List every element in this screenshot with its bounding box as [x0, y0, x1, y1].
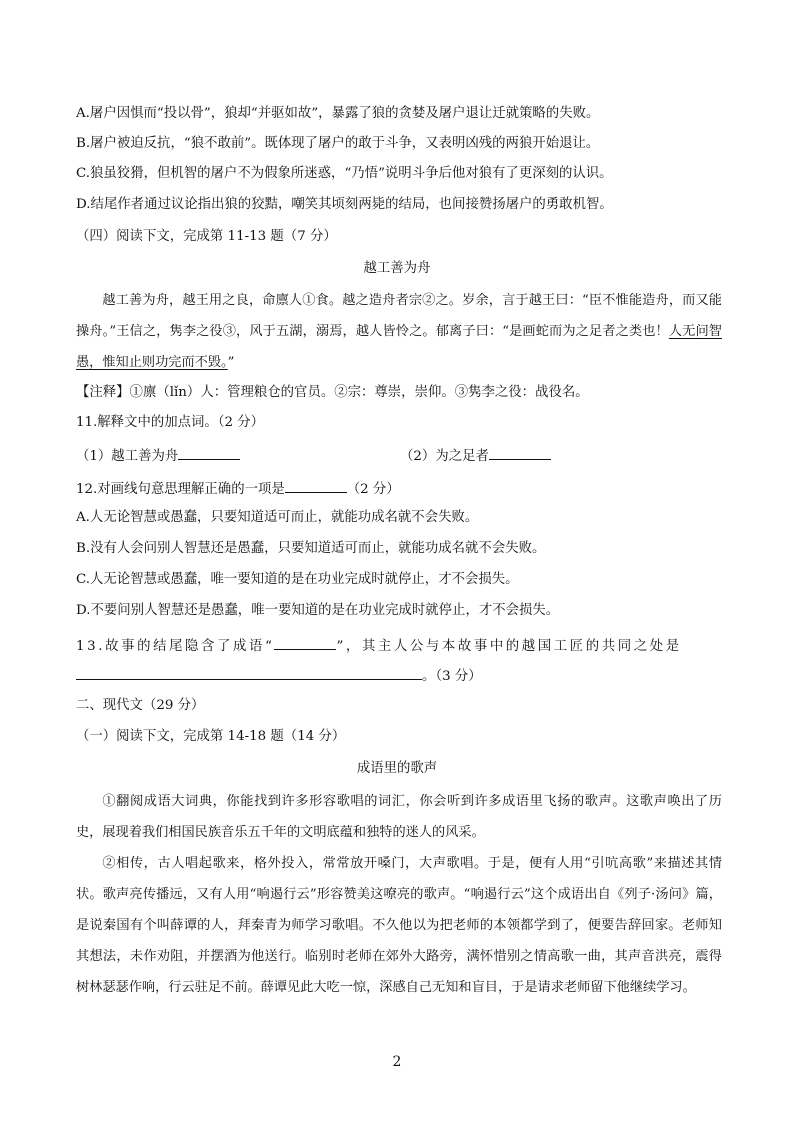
q12-stem-text: 12.对画线句意思理解正确的一项是: [76, 482, 285, 497]
q11-answer-blank-2[interactable]: [489, 445, 551, 460]
modern-text-p1: ①翻阅成语大词典，你能找到许多形容歌唱的词汇，你会听到许多成语里飞扬的歌声。这歌声唤出了历史，展现着我们相国民族音乐五千年的文明底蕴和独特的迷人的风采。: [76, 794, 722, 840]
q13-score: 。（3 分）: [422, 669, 482, 684]
classical-text-end: ”: [227, 355, 235, 370]
q10-option-d: D.结尾作者通过议论指出狼的狡黠，嘲笑其顷刻两毙的结局，也间接赞扬屠户的勇敢机智。: [76, 197, 613, 212]
q11-item-2: [400, 445, 551, 466]
modern-text-paragraph-1: [76, 786, 722, 848]
q13-answer-line: [76, 665, 482, 686]
q13-idiom-blank[interactable]: [274, 635, 336, 650]
q10-option-c: C.狼虽狡猾，但机智的屠户不为假象所迷惑，“乃悟”说明斗争后他对狼有了更深刻的认识。: [76, 166, 613, 181]
modern-text-title: 成语里的歌声: [356, 761, 438, 776]
q12-option-d: D.不要问别人智慧还是愚蠢，唯一要知道的是在功业完成时就停止，才不会损失。: [76, 603, 560, 618]
classical-text: [76, 285, 722, 378]
q10-option-b: B.屠户被迫反抗，“狼不敢前”。既体现了屠户的敢于斗争，又表明凶残的两狼开始退让。: [76, 136, 600, 151]
classical-text-main: 越工善为舟，越王用之良，命廪人①食。越之造舟者宗②之。岁余，言于越王曰：“臣不惟能造舟，而又能操舟。”王信之，隽李之役③，风于五湖，溺焉，越人皆怜之。郁离子曰：“是画蛇而为之足者之类也！: [76, 293, 722, 339]
modern-text-paragraph-2: [76, 848, 722, 1003]
q11-item-1-label: （1）越工善为舟: [76, 449, 179, 464]
q11-answer-blank-1[interactable]: [178, 445, 240, 460]
q11-stem: 11.解释文中的加点词。（2 分）: [76, 415, 265, 430]
classical-text-underlined: 人无问智愚，惟知止则功完而不毁。: [76, 324, 722, 370]
q12-option-b: B.没有人会问别人智慧还是愚蠢，只要知道适可而止，就能功成名就不会失败。: [76, 541, 546, 556]
q11-item-2-label: （2）为之足者: [400, 449, 489, 464]
q12-score: （2 分）: [346, 482, 400, 497]
section2-sub-heading: （一）阅读下文，完成第 14-18 题（14 分）: [76, 729, 346, 744]
annotation-note: 【注释】①廪（lǐn）人：管理粮仓的官员。②宗：尊崇，崇仰。③隽李之役：战役名。: [76, 385, 589, 400]
section2-heading: 二、现代文（29 分）: [76, 698, 205, 713]
q13-answer-blank[interactable]: [76, 665, 422, 680]
q12-stem: [76, 478, 400, 499]
q12-answer-blank[interactable]: [285, 478, 347, 493]
q10-option-a: A.屠户因惧而“投以骨”，狼却“并驱如故”，暴露了狼的贪婪及屠户退让迁就策略的失败。: [76, 106, 600, 121]
classical-text-title: 越工善为舟: [363, 261, 431, 276]
q12-option-a: A.人无论智慧或愚蠢，只要知道适可而止，就能功成名就不会失败。: [76, 510, 479, 525]
q13-stem-middle: ”，其主人公与本故事中的越国工匠的共同之处是: [336, 639, 682, 654]
page-number: 2: [392, 1054, 402, 1070]
q12-option-c: C.人无论智慧或愚蠢，唯一要知道的是在功业完成时就停止，才不会损失。: [76, 572, 519, 587]
q13-stem-before: 13.故事的结尾隐含了成语“: [76, 639, 275, 654]
modern-text-p2: ②相传，古人唱起歌来，格外投入，常常放开嗓门，大声歌唱。于是，便有人用“引吭高歌”来描述其情状。歌声亮传播远，又有人用“响遏行云”形容赞美这嘹亮的歌声。“响遏行云”这个成语出自《列子·汤问》篇，是说秦国有个叫薛谭的人，拜秦青为师学习歌唱。不久他以为把老师的本领都学到了，便要告辞回家。老师知其想法，未作劝阻，并摆酒为他送行。临别时老师在郊外大路旁，满怀惜别之情高歌一曲，其声音洪亮，震得树林瑟瑟作响，行云驻足不前。薛谭见此大吃一惊，深感自己无知和盲目，于是请求老师留下他继续学习。: [76, 856, 722, 995]
q13-stem: [76, 635, 682, 656]
q11-item-1: [76, 445, 240, 466]
section4-heading: （四）阅读下文，完成第 11-13 题（7 分）: [76, 229, 337, 244]
